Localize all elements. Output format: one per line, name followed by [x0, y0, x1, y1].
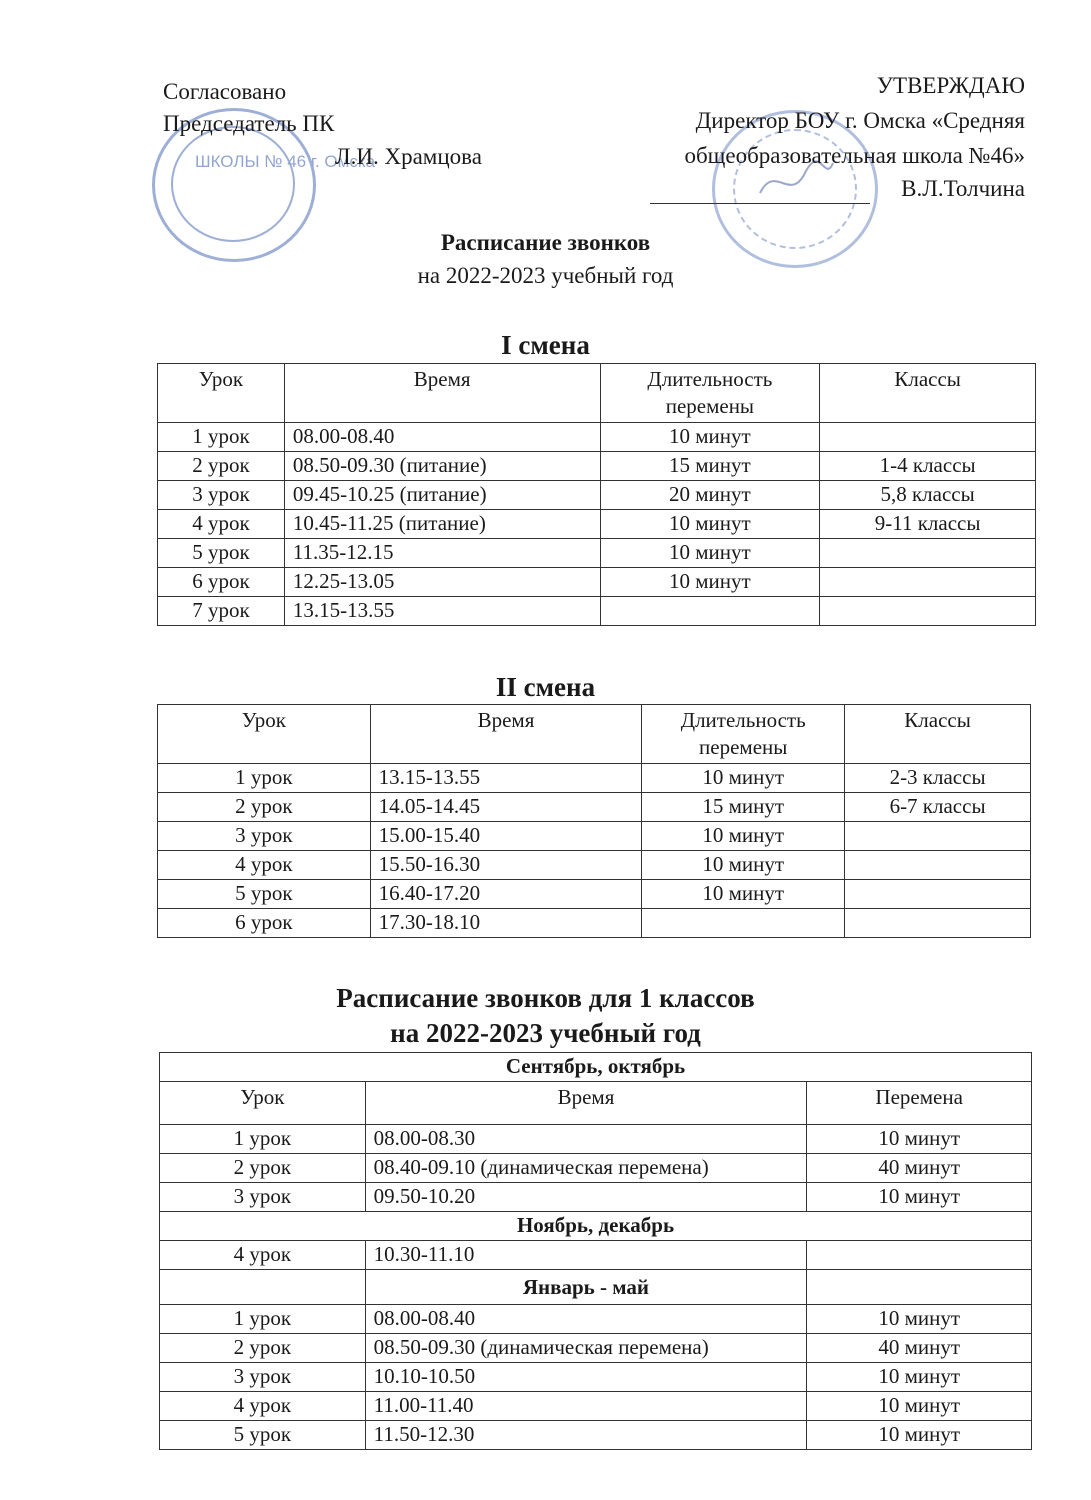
table-cell: [820, 597, 1036, 626]
table-cell: 10 минут: [807, 1125, 1032, 1154]
table-row: [160, 1421, 1032, 1450]
table-row: [160, 1154, 1032, 1183]
table-cell: 4 урок: [160, 1392, 366, 1421]
table-cell: 11.35-12.15: [284, 539, 600, 568]
table-cell: 6 урок: [158, 909, 371, 938]
table-cell: [642, 909, 845, 938]
stamp-left-text: ШКОЛЫ № 46 г. Омска: [195, 152, 376, 171]
table-cell: 10 минут: [600, 510, 820, 539]
table-row: [158, 597, 1036, 626]
table-cell: 10 минут: [807, 1392, 1032, 1421]
shift1-title: I смена: [501, 330, 590, 360]
table-cell: [820, 568, 1036, 597]
table-cell: 2 урок: [158, 793, 371, 822]
col-header-time: Время: [284, 364, 600, 423]
table-cell: 10 минут: [807, 1363, 1032, 1392]
table-row: [158, 539, 1036, 568]
table-cell: 2-3 классы: [845, 764, 1031, 793]
table-row: [158, 880, 1031, 909]
table-cell: 09.45-10.25 (питание): [284, 481, 600, 510]
table-cell: 08.00-08.40: [284, 423, 600, 452]
table-cell: 5,8 классы: [820, 481, 1036, 510]
table-cell: 3 урок: [160, 1183, 366, 1212]
approve-label: УТВЕРЖДАЮ: [876, 73, 1025, 98]
table-cell: 10.30-11.10: [365, 1241, 807, 1270]
table-cell: 1 урок: [160, 1125, 366, 1154]
table-cell: 2 урок: [160, 1334, 366, 1363]
shift2-table: [157, 704, 1031, 938]
table-cell: [845, 909, 1031, 938]
section-nov-dec-label: Ноябрь, декабрь: [160, 1212, 1032, 1241]
table-row: [158, 510, 1036, 539]
col-header-classes: Классы: [845, 705, 1031, 764]
table-cell: 7 урок: [158, 597, 285, 626]
table-cell: 1 урок: [158, 764, 371, 793]
director-label: Директор БОУ г. Омска «Средняя: [695, 108, 1025, 133]
table-cell: 10 минут: [642, 880, 845, 909]
col-header-break: Длительность перемены: [600, 364, 820, 423]
table-row: [158, 909, 1031, 938]
table-cell: 10 минут: [642, 764, 845, 793]
table-cell: 11.50-12.30: [365, 1421, 807, 1450]
table-cell: [820, 423, 1036, 452]
table-cell: 10 минут: [807, 1421, 1032, 1450]
table-cell: 6-7 классы: [845, 793, 1031, 822]
col-header-time: Время: [370, 705, 642, 764]
table-cell: [807, 1241, 1032, 1270]
table-row: [160, 1125, 1032, 1154]
shift1-table: [157, 363, 1036, 626]
col-header-break: Перемена: [807, 1082, 1032, 1125]
table-header-row: [158, 705, 1031, 764]
table-cell: 10 минут: [642, 851, 845, 880]
table-cell: 1-4 классы: [820, 452, 1036, 481]
table-cell: 40 минут: [807, 1154, 1032, 1183]
section-jan-may-label: Январь - май: [365, 1270, 807, 1305]
table-row: [158, 481, 1036, 510]
left-signer: Л.И. Храмцова: [335, 144, 482, 169]
col-header-time: Время: [365, 1082, 807, 1125]
table-cell: 08.00-08.40: [365, 1305, 807, 1334]
table-cell: 09.50-10.20: [365, 1183, 807, 1212]
table-row: [160, 1334, 1032, 1363]
col-header-break: Длительность перемены: [642, 705, 845, 764]
table-cell: 5 урок: [158, 539, 285, 568]
table-cell: [845, 880, 1031, 909]
table-cell: 4 урок: [160, 1241, 366, 1270]
table-cell: 20 минут: [600, 481, 820, 510]
table-cell: 13.15-13.55: [370, 764, 642, 793]
table-header-row: [158, 364, 1036, 423]
table-cell: [820, 539, 1036, 568]
table-cell: 9-11 классы: [820, 510, 1036, 539]
table-row: [158, 851, 1031, 880]
table-cell: 16.40-17.20: [370, 880, 642, 909]
table-cell: 12.25-13.05: [284, 568, 600, 597]
table-row: [160, 1241, 1032, 1270]
table-cell: 4 урок: [158, 510, 285, 539]
table-cell: 1 урок: [158, 423, 285, 452]
right-signer: В.Л.Толчина: [901, 176, 1025, 201]
pk-chairman-label: Председатель ПК: [163, 111, 335, 136]
section-sep-oct: [160, 1053, 1032, 1082]
table-cell: 10 минут: [600, 539, 820, 568]
table-cell: 14.05-14.45: [370, 793, 642, 822]
table-cell: 10 минут: [807, 1183, 1032, 1212]
table-cell: 3 урок: [160, 1363, 366, 1392]
table-row: [158, 793, 1031, 822]
table-row: [158, 764, 1031, 793]
table-header-row: [160, 1082, 1032, 1125]
col-header-lesson: Урок: [160, 1082, 366, 1125]
table-cell: 5 урок: [160, 1421, 366, 1450]
section-nov-dec: [160, 1212, 1032, 1241]
table-row: [158, 423, 1036, 452]
table-cell: 15.00-15.40: [370, 822, 642, 851]
table-cell: 40 минут: [807, 1334, 1032, 1363]
table-cell: [600, 597, 820, 626]
table-row: [160, 1183, 1032, 1212]
table-cell: 10.10-10.50: [365, 1363, 807, 1392]
table-cell: 10 минут: [600, 568, 820, 597]
table-row: [160, 1392, 1032, 1421]
first-grade-table: [159, 1052, 1032, 1450]
col-header-classes: Классы: [820, 364, 1036, 423]
table-cell: 6 урок: [158, 568, 285, 597]
table-cell: 11.00-11.40: [365, 1392, 807, 1421]
table-cell: 4 урок: [158, 851, 371, 880]
table-cell: [845, 851, 1031, 880]
section-jan-may: [160, 1270, 1032, 1305]
col-header-lesson: Урок: [158, 364, 285, 423]
table-cell: 15.50-16.30: [370, 851, 642, 880]
table-cell: 08.00-08.30: [365, 1125, 807, 1154]
table-cell: 13.15-13.55: [284, 597, 600, 626]
table-row: [158, 822, 1031, 851]
table-cell: 15 минут: [600, 452, 820, 481]
table-cell: 3 урок: [158, 481, 285, 510]
col-header-lesson: Урок: [158, 705, 371, 764]
table-cell: 10 минут: [642, 822, 845, 851]
table-cell: 3 урок: [158, 822, 371, 851]
table-cell: 2 урок: [158, 452, 285, 481]
table-cell: 10 минут: [600, 423, 820, 452]
page-subtitle: на 2022-2023 учебный год: [417, 263, 674, 288]
table-cell: 08.50-09.30 (динамическая перемена): [365, 1334, 807, 1363]
table-cell: 10.45-11.25 (питание): [284, 510, 600, 539]
first-grade-title: Расписание звонков для 1 классов: [336, 983, 755, 1013]
table-cell: 1 урок: [160, 1305, 366, 1334]
table-row: [158, 452, 1036, 481]
table-cell: 5 урок: [158, 880, 371, 909]
table-cell: 08.40-09.10 (динамическая перемена): [365, 1154, 807, 1183]
table-cell: 15 минут: [642, 793, 845, 822]
table-cell: 17.30-18.10: [370, 909, 642, 938]
table-row: [160, 1305, 1032, 1334]
table-row: [158, 568, 1036, 597]
table-cell: 08.50-09.30 (питание): [284, 452, 600, 481]
table-cell: 2 урок: [160, 1154, 366, 1183]
agreed-label: Согласовано: [163, 79, 287, 104]
school-name: общеобразовательная школа №46»: [684, 143, 1025, 168]
table-row: [160, 1363, 1032, 1392]
page-title: Расписание звонков: [440, 230, 651, 255]
section-sep-oct-label: Сентябрь, октябрь: [160, 1053, 1032, 1082]
first-grade-subtitle: на 2022-2023 учебный год: [390, 1018, 701, 1048]
signature-line: [650, 203, 870, 204]
shift2-title: II смена: [495, 672, 596, 702]
table-cell: 10 минут: [807, 1305, 1032, 1334]
table-cell: [845, 822, 1031, 851]
